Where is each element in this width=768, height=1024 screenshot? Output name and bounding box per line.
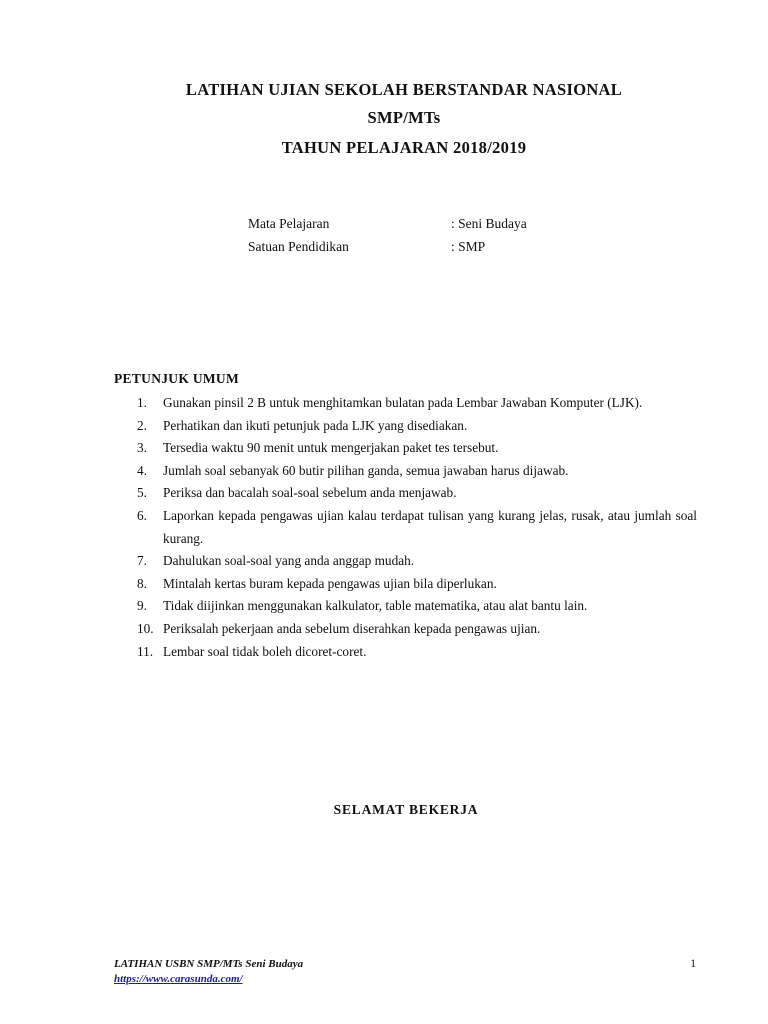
instruction-text: Tersedia waktu 90 menit untuk mengerjakan paket tes tersebut. — [163, 440, 499, 456]
info-row-education-unit — [248, 235, 527, 258]
instructions-heading: PETUNJUK UMUM — [114, 371, 240, 386]
instruction-item — [114, 437, 697, 460]
instruction-number-label: 8. — [137, 575, 147, 591]
instruction-number-label: 5. — [137, 485, 147, 501]
instruction-item — [114, 392, 697, 415]
instruction-text: Jumlah soal sebanyak 60 butir pilihan ganda, semua jawaban harus dijawab. — [163, 462, 569, 478]
footer-row — [114, 957, 696, 972]
instruction-number — [114, 641, 163, 664]
title-line-exam: LATIHAN UJIAN SEKOLAH BERSTANDAR NASIONAL — [185, 80, 623, 99]
document-title — [0, 76, 768, 162]
instruction-text: Mintalah kertas buram kepada pengawas ujian bila diperlukan. — [163, 575, 497, 591]
instruction-number-label: 4. — [137, 462, 147, 478]
info-row-subject — [248, 212, 527, 235]
instruction-item — [114, 595, 697, 618]
instruction-number — [114, 550, 163, 573]
instruction-item — [114, 415, 697, 438]
instruction-number — [114, 482, 163, 505]
instruction-number-label: 10. — [137, 620, 154, 636]
instruction-number — [114, 392, 163, 415]
instruction-number-label: 7. — [137, 553, 147, 569]
instruction-number — [114, 595, 163, 618]
instruction-item — [114, 550, 697, 573]
instruction-number — [114, 415, 163, 438]
instruction-text: Tidak diijinkan menggunakan kalkulator, table matematika, atau alat bantu lain. — [163, 598, 588, 614]
instruction-number — [114, 460, 163, 483]
footer-title: LATIHAN USBN SMP/MTs Seni Budaya — [114, 958, 304, 970]
instruction-text: Gunakan pinsil 2 B untuk menghitamkan bulatan pada Lembar Jawaban Komputer (LJK). — [163, 395, 643, 410]
footer-link[interactable]: https://www.carasunda.com/ — [114, 973, 243, 985]
exam-info — [248, 212, 527, 258]
instruction-text: Periksalah pekerjaan anda sebelum diserahkan kepada pengawas ujian. — [163, 620, 541, 636]
info-value: : SMP — [451, 239, 486, 254]
instruction-item — [114, 505, 697, 550]
instruction-number — [114, 437, 163, 460]
instruction-item — [114, 460, 697, 483]
instructions-list — [114, 392, 697, 663]
instruction-number-label: 9. — [137, 598, 147, 614]
info-label: Satuan Pendidikan — [248, 239, 349, 254]
instruction-number — [114, 618, 163, 641]
instruction-text: Lembar soal tidak boleh dicoret-coret. — [163, 643, 367, 659]
instruction-item — [114, 482, 697, 505]
page-footer — [114, 957, 696, 987]
instruction-text: Perhatikan dan ikuti petunjuk pada LJK yang disediakan. — [163, 417, 468, 433]
instruction-number — [114, 505, 163, 550]
instruction-text: Laporkan kepada pengawas ujian kalau terdapat tulisan yang kurang jelas, rusak, atau jumlah soal kurang. — [163, 507, 697, 546]
instruction-number-label: 3. — [137, 440, 147, 456]
instruction-item — [114, 641, 697, 664]
title-line-year: TAHUN PELAJARAN 2018/2019 — [281, 138, 527, 157]
info-value: : Seni Budaya — [451, 216, 527, 231]
instruction-number-label: 6. — [137, 507, 147, 523]
instruction-number-label: 11. — [137, 643, 154, 659]
instruction-number-label: 2. — [137, 417, 147, 433]
instruction-number — [114, 573, 163, 596]
closing-text: SELAMAT BEKERJA — [333, 802, 479, 817]
page-number: 1 — [690, 958, 696, 970]
title-line-level: SMP/MTs — [367, 108, 441, 127]
instruction-number-label: 1. — [137, 395, 147, 410]
info-label: Mata Pelajaran — [248, 216, 330, 231]
instruction-text: Dahulukan soal-soal yang anda anggap mudah. — [163, 553, 415, 569]
instruction-item — [114, 618, 697, 641]
instruction-item — [114, 573, 697, 596]
instruction-text: Periksa dan bacalah soal-soal sebelum anda menjawab. — [163, 485, 457, 501]
